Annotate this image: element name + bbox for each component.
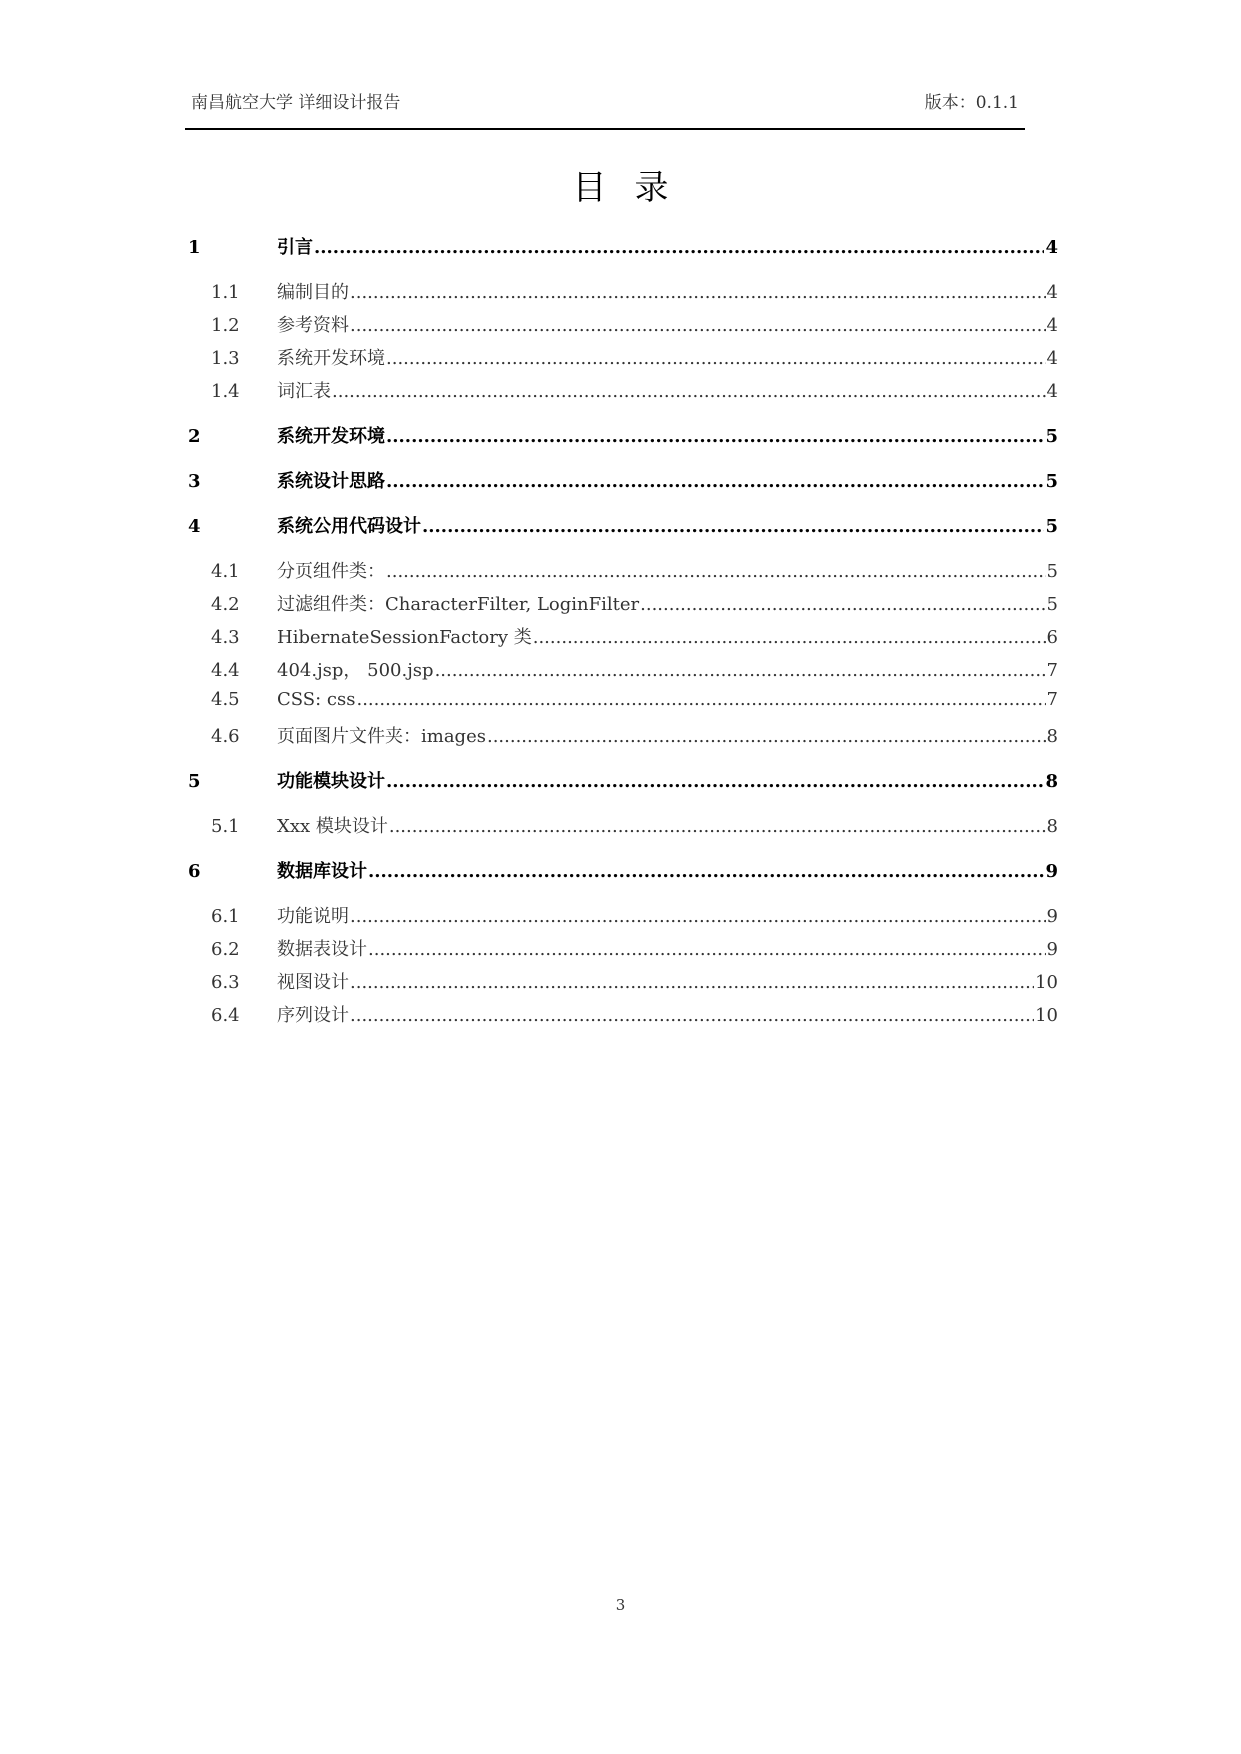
toc-entry[interactable] bbox=[188, 935, 1058, 961]
toc-entry-label: 序列设计 bbox=[277, 1005, 349, 1026]
toc-entry-number: 4.5 bbox=[211, 689, 240, 710]
toc-entry-number: 5.1 bbox=[211, 816, 240, 837]
header-version: 版本：0.1.1 bbox=[924, 93, 1019, 113]
toc-entry[interactable] bbox=[188, 512, 1058, 538]
toc-entry-label: 系统设计思路 bbox=[277, 471, 385, 492]
toc-entry-label: 404.jsp， 500.jsp bbox=[277, 660, 434, 681]
toc-entry-label: CSS: css bbox=[277, 689, 356, 710]
toc-entry[interactable] bbox=[188, 467, 1058, 493]
toc-entry[interactable] bbox=[188, 311, 1058, 337]
toc-leader-dots bbox=[350, 315, 1046, 336]
toc-leader-dots bbox=[350, 906, 1046, 927]
toc-entry-label: 编制目的 bbox=[277, 282, 349, 303]
toc-entry-label: 数据库设计 bbox=[277, 861, 367, 882]
toc-entry-page: 10 bbox=[1035, 1005, 1058, 1026]
toc-entry-number: 4 bbox=[188, 516, 201, 537]
toc-entry[interactable] bbox=[188, 767, 1058, 793]
toc-entry-label: HibernateSessionFactory 类 bbox=[277, 627, 532, 648]
toc-entry-number: 1.1 bbox=[211, 282, 240, 303]
toc-leader-dots bbox=[332, 381, 1046, 402]
toc-entry-number: 6.3 bbox=[211, 972, 240, 993]
toc-entry-label: Xxx 模块设计 bbox=[277, 816, 388, 837]
toc-leader-dots bbox=[640, 594, 1045, 615]
toc-entry-label: 功能模块设计 bbox=[277, 771, 385, 792]
toc-leader-dots bbox=[356, 689, 1045, 710]
toc-entry-page: 5 bbox=[1046, 561, 1058, 582]
toc-leader-dots bbox=[435, 660, 1046, 681]
toc-entry[interactable] bbox=[188, 689, 1058, 710]
toc-entry-page: 7 bbox=[1046, 660, 1058, 681]
toc-entry[interactable] bbox=[188, 1001, 1058, 1027]
toc-entry-page: 5 bbox=[1045, 426, 1058, 447]
toc-entry-page: 5 bbox=[1046, 594, 1058, 615]
toc-entry-page: 4 bbox=[1046, 282, 1058, 303]
toc-entry-page: 4 bbox=[1046, 348, 1058, 369]
toc-leader-dots bbox=[386, 426, 1044, 447]
toc-entry-number: 6.2 bbox=[211, 939, 240, 960]
toc-leader-dots bbox=[487, 726, 1046, 747]
toc-leader-dots bbox=[368, 939, 1046, 960]
toc-entry-number: 1.2 bbox=[211, 315, 240, 336]
toc-entry-page: 5 bbox=[1045, 471, 1058, 492]
toc-entry-page: 8 bbox=[1046, 726, 1058, 747]
toc-entry[interactable] bbox=[188, 557, 1058, 583]
toc-entry[interactable] bbox=[188, 590, 1058, 616]
toc-entry-label: 系统公用代码设计 bbox=[277, 516, 421, 537]
toc-entry-page: 4 bbox=[1046, 381, 1058, 402]
toc-leader-dots bbox=[389, 816, 1046, 837]
toc-entry-label: 功能说明 bbox=[277, 906, 349, 927]
toc-leader-dots bbox=[350, 1005, 1034, 1026]
toc-entry[interactable] bbox=[188, 968, 1058, 994]
toc-entry-number: 4.6 bbox=[211, 726, 240, 747]
header-document-title: 南昌航空大学 详细设计报告 bbox=[191, 93, 401, 113]
toc-title: 目录 bbox=[572, 168, 697, 208]
toc-entry-number: 5 bbox=[188, 771, 201, 792]
toc-entry-number: 3 bbox=[188, 471, 201, 492]
toc-entry-page: 9 bbox=[1046, 906, 1058, 927]
toc-entry-page: 7 bbox=[1046, 689, 1058, 710]
toc-entry-number: 4.2 bbox=[211, 594, 240, 615]
toc-entry-number: 4.1 bbox=[211, 561, 240, 582]
toc-entry[interactable] bbox=[188, 377, 1058, 403]
toc-entry[interactable] bbox=[188, 233, 1058, 259]
toc-leader-dots bbox=[350, 972, 1034, 993]
toc-entry-number: 1.3 bbox=[211, 348, 240, 369]
toc-entry-page: 4 bbox=[1046, 315, 1058, 336]
toc-leader-dots bbox=[386, 348, 1046, 369]
toc-entry-label: 视图设计 bbox=[277, 972, 349, 993]
toc-entry[interactable] bbox=[188, 656, 1058, 682]
toc-entry-page: 6 bbox=[1046, 627, 1058, 648]
toc-entry[interactable] bbox=[188, 344, 1058, 370]
toc-entry-label: 系统开发环境 bbox=[277, 426, 385, 447]
toc-leader-dots bbox=[314, 237, 1044, 258]
toc-leader-dots bbox=[350, 282, 1046, 303]
toc-entry-page: 4 bbox=[1045, 237, 1058, 258]
toc-entry-number: 1 bbox=[188, 237, 201, 258]
toc-entry-number: 1.4 bbox=[211, 381, 240, 402]
toc-entry[interactable] bbox=[188, 278, 1058, 304]
page-number: 3 bbox=[615, 1596, 626, 1614]
toc-entry-label: 词汇表 bbox=[277, 381, 331, 402]
toc-entry-number: 6 bbox=[188, 861, 201, 882]
toc-entry[interactable] bbox=[188, 902, 1058, 928]
toc-entry-page: 9 bbox=[1045, 861, 1058, 882]
toc-leader-dots bbox=[422, 516, 1044, 537]
toc-entry-page: 10 bbox=[1035, 972, 1058, 993]
toc-entry-page: 5 bbox=[1045, 516, 1058, 537]
toc-entry-label: 数据表设计 bbox=[277, 939, 367, 960]
toc-entry-label: 过滤组件类：CharacterFilter, LoginFilter bbox=[277, 594, 640, 615]
toc-entry-label: 引言 bbox=[277, 237, 313, 258]
toc-entry[interactable] bbox=[188, 857, 1058, 883]
toc-entry-label: 页面图片文件夹：images bbox=[277, 726, 486, 747]
toc-entry-number: 4.3 bbox=[211, 627, 240, 648]
toc-entry-label: 分页组件类： bbox=[277, 561, 385, 582]
toc-leader-dots bbox=[386, 561, 1046, 582]
toc-entry[interactable] bbox=[188, 623, 1058, 649]
toc-entry-page: 8 bbox=[1046, 816, 1058, 837]
toc-entry-label: 系统开发环境 bbox=[277, 348, 385, 369]
toc-entry-page: 9 bbox=[1046, 939, 1058, 960]
toc-entry-number: 2 bbox=[188, 426, 201, 447]
toc-entry[interactable] bbox=[188, 812, 1058, 838]
toc-entry-number: 4.4 bbox=[211, 660, 240, 681]
toc-entry-number: 6.1 bbox=[211, 906, 240, 927]
toc-leader-dots bbox=[533, 627, 1046, 648]
toc-entry-page: 8 bbox=[1045, 771, 1058, 792]
toc-entry-number: 6.4 bbox=[211, 1005, 240, 1026]
toc-leader-dots bbox=[386, 471, 1044, 492]
toc-entry[interactable] bbox=[188, 422, 1058, 448]
toc-leader-dots bbox=[368, 861, 1044, 882]
toc-leader-dots bbox=[386, 771, 1044, 792]
toc-entry[interactable] bbox=[188, 722, 1058, 748]
toc-entry-label: 参考资料 bbox=[277, 315, 349, 336]
